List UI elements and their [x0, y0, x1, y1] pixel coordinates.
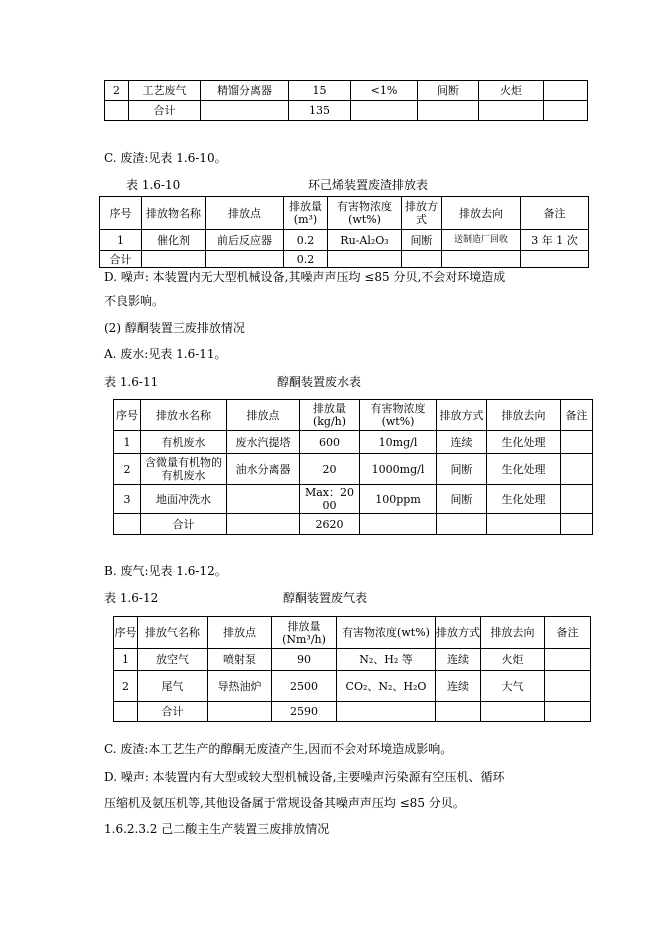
cell — [360, 514, 437, 535]
cell: 尾气 — [138, 671, 208, 702]
cell — [328, 251, 402, 268]
para-d1-line2: 不良影响。 — [104, 294, 165, 308]
cell: 间断 — [418, 81, 479, 101]
cell — [521, 251, 589, 268]
top-table — [104, 80, 588, 121]
cell: 3 年 1 次 — [521, 230, 589, 251]
header-cell: 排放量(kg/h) — [300, 400, 360, 431]
cell: 连续 — [436, 649, 481, 671]
table-label-1-6-12: 表 1.6-12 — [104, 591, 159, 605]
cell: Ru-Al₂O₃ — [328, 230, 402, 251]
cell: 0.2 — [284, 230, 328, 251]
cell — [436, 702, 481, 722]
cell — [114, 702, 138, 722]
table-header-row — [114, 617, 591, 649]
cell — [544, 101, 588, 121]
header-cell: 排放去向 — [442, 197, 521, 230]
cell — [545, 671, 591, 702]
table-title-1-6-10: 环己烯装置废渣排放表 — [308, 178, 429, 192]
header-cell: 排放点 — [208, 617, 272, 649]
header-unit: (m³) — [293, 213, 318, 226]
table-1-6-10 — [99, 196, 589, 268]
header-cell: 排放点 — [206, 197, 284, 230]
cell: 10mg/l — [360, 431, 437, 454]
cell: 工艺废气 — [129, 81, 201, 101]
cell: 2 — [114, 454, 141, 485]
cell: 600 — [300, 431, 360, 454]
cell — [561, 431, 593, 454]
table-title-1-6-11: 醇酮装置废水表 — [277, 375, 362, 389]
cell: 连续 — [437, 431, 487, 454]
cell: 2 — [114, 671, 138, 702]
cell: 1 — [114, 431, 141, 454]
header-cell: 排放水名称 — [141, 400, 227, 431]
cell: 2 — [105, 81, 129, 101]
header-cell: 排放方式 — [437, 400, 487, 431]
para-d2-line1: D. 噪声: 本装置内有大型或较大型机械设备,主要噪声污染源有空压机、循环 — [104, 770, 505, 784]
cell: 废水汽提塔 — [227, 431, 300, 454]
header-cell — [284, 197, 328, 230]
cell — [561, 454, 593, 485]
header-cell: 备注 — [545, 617, 591, 649]
cell: Max：2000 — [300, 485, 360, 514]
cell: 生化处理 — [487, 485, 561, 514]
cell: 生化处理 — [487, 454, 561, 485]
cell — [337, 702, 436, 722]
cell: 15 — [289, 81, 351, 101]
table-row — [105, 101, 588, 121]
cell — [442, 251, 521, 268]
section-heading-2: (2) 醇酮装置三废排放情况 — [104, 321, 245, 335]
table-row — [114, 702, 591, 722]
cell — [142, 251, 206, 268]
cell: 1000mg/l — [360, 454, 437, 485]
cell: CO₂、N₂、H₂O — [337, 671, 436, 702]
table-row — [100, 230, 589, 251]
header-cell: 序号 — [114, 400, 141, 431]
cell — [114, 514, 141, 535]
header-cell: 排放方式 — [402, 197, 442, 230]
table-label-1-6-11: 表 1.6-11 — [104, 375, 159, 389]
cell: 有机废水 — [141, 431, 227, 454]
cell: 0.2 — [284, 251, 328, 268]
header-text: 排放量 — [289, 200, 322, 213]
cell — [208, 702, 272, 722]
table-header-row — [114, 400, 593, 431]
cell: 喷射泵 — [208, 649, 272, 671]
para-a2: A. 废水:见表 1.6-11。 — [104, 347, 227, 361]
cell: 合计 — [129, 101, 201, 121]
cell: 催化剂 — [142, 230, 206, 251]
header-cell: 有害物浓度(wt%) — [328, 197, 402, 230]
cell: N₂、H₂ 等 — [337, 649, 436, 671]
cell: 油水分离器 — [227, 454, 300, 485]
cell — [545, 649, 591, 671]
cell — [105, 101, 129, 121]
cell — [201, 101, 289, 121]
para-c1: C. 废渣:见表 1.6-10。 — [104, 151, 227, 165]
cell — [561, 485, 593, 514]
cell — [351, 101, 418, 121]
cell: 地面冲洗水 — [141, 485, 227, 514]
table-row — [114, 431, 593, 454]
table-label-1-6-10: 表 1.6-10 — [126, 178, 181, 192]
header-cell: 序号 — [100, 197, 142, 230]
cell: 连续 — [436, 671, 481, 702]
header-cell: 排放方式 — [436, 617, 481, 649]
table-1-6-11 — [113, 399, 593, 535]
cell — [227, 485, 300, 514]
cell: 送制造厂回收 — [442, 230, 521, 251]
para-c2: C. 废渣:本工艺生产的醇酮无废渣产生,因而不会对环境造成影响。 — [104, 742, 453, 756]
table-row — [114, 649, 591, 671]
table-header-row — [100, 197, 589, 230]
cell: 合计 — [138, 702, 208, 722]
table-row — [105, 81, 588, 101]
cell: 3 — [114, 485, 141, 514]
cell: 合计 — [100, 251, 142, 268]
para-d1-line1: D. 噪声: 本装置内无大型机械设备,其噪声声压均 ≤85 分贝,不会对环境造成 — [104, 270, 506, 284]
cell: 间断 — [437, 485, 487, 514]
cell — [227, 514, 300, 535]
cell: 135 — [289, 101, 351, 121]
header-cell: 序号 — [114, 617, 138, 649]
cell: 间断 — [437, 454, 487, 485]
table-row — [114, 514, 593, 535]
table-row — [100, 251, 589, 268]
cell — [437, 514, 487, 535]
cell: 火炬 — [481, 649, 545, 671]
cell: 大气 — [481, 671, 545, 702]
para-d2-line2: 压缩机及氨压机等,其他设备属于常规设备其噪声声压均 ≤85 分贝。 — [104, 796, 465, 810]
cell: 前后反应器 — [206, 230, 284, 251]
table-row — [114, 671, 591, 702]
cell: 精馏分离器 — [201, 81, 289, 101]
cell — [487, 514, 561, 535]
cell: 生化处理 — [487, 431, 561, 454]
table-title-1-6-12: 醇酮装置废气表 — [283, 591, 368, 605]
header-cell: 排放去向 — [481, 617, 545, 649]
cell: 火炬 — [479, 81, 544, 101]
header-cell: 备注 — [561, 400, 593, 431]
header-cell: 排放物名称 — [142, 197, 206, 230]
cell — [481, 702, 545, 722]
cell: 合计 — [141, 514, 227, 535]
header-cell: 排放量(Nm³/h) — [272, 617, 337, 649]
cell — [561, 514, 593, 535]
cell: 导热油炉 — [208, 671, 272, 702]
header-cell: 排放气名称 — [138, 617, 208, 649]
cell — [544, 81, 588, 101]
cell: 2590 — [272, 702, 337, 722]
cell: 含微量有机物的有机废水 — [141, 454, 227, 485]
cell: 2620 — [300, 514, 360, 535]
cell: 20 — [300, 454, 360, 485]
cell: <1% — [351, 81, 418, 101]
header-cell: 排放去向 — [487, 400, 561, 431]
cell: 2500 — [272, 671, 337, 702]
cell — [545, 702, 591, 722]
cell: 间断 — [402, 230, 442, 251]
table-1-6-12 — [113, 616, 591, 722]
cell: 放空气 — [138, 649, 208, 671]
header-cell: 备注 — [521, 197, 589, 230]
header-cell: 排放点 — [227, 400, 300, 431]
cell — [402, 251, 442, 268]
cell: 1 — [100, 230, 142, 251]
section-heading-last: 1.6.2.3.2 己二酸主生产装置三废排放情况 — [104, 822, 330, 836]
cell — [418, 101, 479, 121]
cell: 1 — [114, 649, 138, 671]
header-cell: 有害物浓度(wt%) — [337, 617, 436, 649]
cell — [479, 101, 544, 121]
cell: 90 — [272, 649, 337, 671]
para-b2: B. 废气:见表 1.6-12。 — [104, 564, 227, 578]
cell — [206, 251, 284, 268]
table-row — [114, 485, 593, 514]
cell: 100ppm — [360, 485, 437, 514]
table-row — [114, 454, 593, 485]
header-cell: 有害物浓度(wt%) — [360, 400, 437, 431]
